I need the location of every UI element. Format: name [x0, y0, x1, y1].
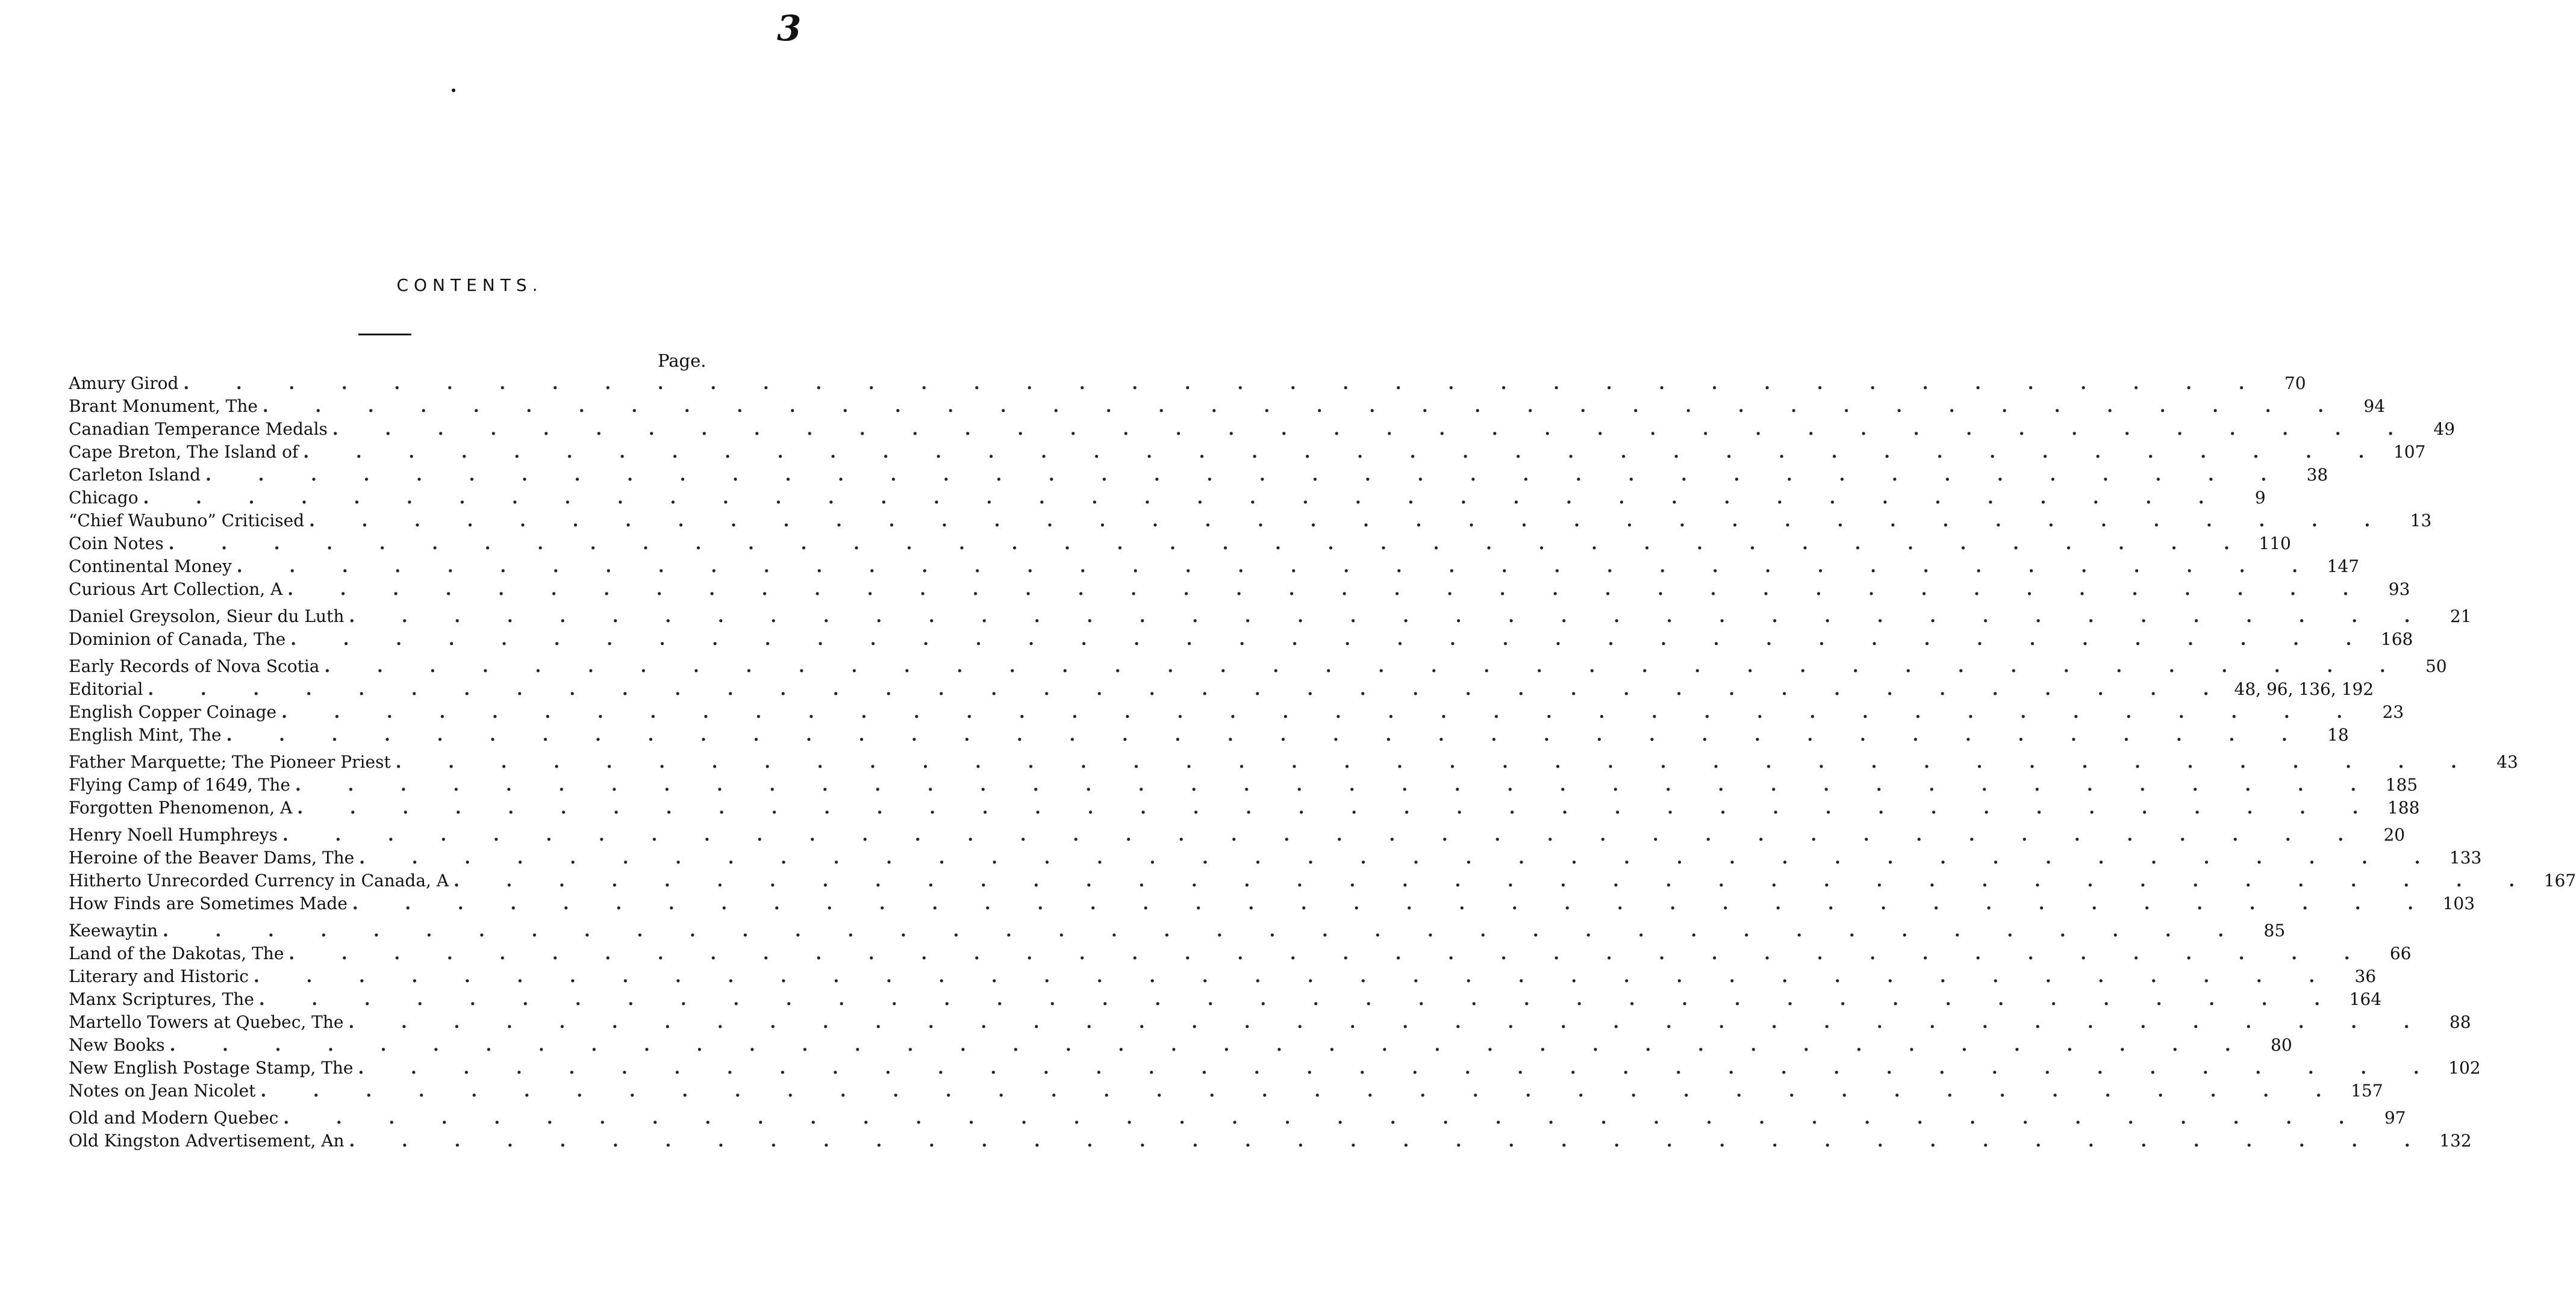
dot-leader: . . . . . . . . . . . . . . . . . . . . . . . . . . . . . . . . . . . . . . . . [282, 825, 2365, 845]
toc-entry [69, 464, 2328, 487]
page-column-label: Page. [658, 350, 706, 371]
dot-leader: . . . . . . . . . . . . . . . . . . . . . . . . . . . . . . . . . . . . . . . . [148, 679, 2230, 699]
toc-entry-title: Coin Notes [69, 533, 164, 553]
dot-leader: . . . . . . . . . . . . . . . . . . . . . . . . . . . . . . . . . . . . . . . . [349, 1131, 2431, 1151]
dot-leader: . . . . . . . . . . . . . . . . . . . . . . . . . . . . . . . . . . . . . . . . [281, 702, 2363, 722]
toc-entry-title: English Mint, The [69, 725, 222, 745]
toc-entry-page: 85 [2263, 921, 2286, 941]
toc-entry-title: Manx Scriptures, The [69, 989, 254, 1009]
toc-entry-title: Editorial [69, 679, 143, 699]
toc-entry [69, 942, 2412, 965]
toc-entry-page: 167 [2543, 871, 2576, 891]
dot-leader: . . . . . . . . . . . . . . . . . . . . . . . . . . . . . . . . . . . . . . . . [168, 533, 2250, 553]
toc-entry-title: Curious Art Collection, A [69, 579, 283, 599]
toc-entry-page: 103 [2442, 894, 2475, 913]
toc-entry-page: 147 [2327, 556, 2360, 576]
toc-entry-title: Daniel Greysolon, Sieur du Luth [69, 606, 345, 626]
toc-entry [69, 655, 2447, 678]
toc-entry [69, 578, 2410, 601]
toc-entry-page: 49 [2433, 419, 2456, 439]
toc-entry-title: Henry Noell Humphreys [69, 825, 278, 845]
toc-entry [69, 487, 2266, 509]
toc-entry-page: 48, 96, 136, 192 [2234, 679, 2374, 699]
toc-entry-title: New Books [69, 1035, 165, 1055]
dot-leader: . . . . . . . . . . . . . . . . . . . . . . . . . . . . . . . . . . . . . . . . [262, 396, 2345, 416]
page-number: 3 [777, 8, 802, 49]
toc-entry-title: Dominion of Canada, The [69, 629, 286, 649]
dot-leader: . . . . . . . . . . . . . . . . . . . . . . . . . . . . . . . . . . . . . . . . [324, 656, 2406, 676]
toc-entry-page: 97 [2384, 1108, 2406, 1128]
toc-entry-title: Chicago [69, 488, 139, 508]
dot-leader: . . . . . . . . . . . . . . . . . . . . . . . . . . . . . . . . . . . . . . . . [349, 606, 2431, 626]
dot-leader: . . . . . . . . . . . . . . . . . . . . . . . . . . . . . . . . . . . . . . . . [143, 488, 2225, 508]
dot-leader: . . . . . . . . . . . . . . . . . . . . . . . . . . . . . . . . . . . . . . . . [169, 1035, 2251, 1055]
toc-entry-page: 66 [2389, 944, 2412, 963]
toc-entry-page: 133 [2449, 848, 2482, 868]
toc-entry-title: Continental Money [69, 556, 232, 576]
toc-entry-page: 157 [2351, 1081, 2383, 1101]
toc-entry-page: 36 [2354, 966, 2377, 986]
toc-entry [69, 1057, 2481, 1080]
toc-entry-page: 164 [2349, 989, 2382, 1009]
toc-entry [69, 751, 2518, 774]
contents-list [69, 372, 2576, 1152]
toc-entry-page: 50 [2425, 656, 2447, 676]
dot-leader: . . . . . . . . . . . . . . . . . . . . . . . . . . . . . . . . . . . . . . . . [226, 725, 2308, 745]
toc-entry [69, 724, 2349, 747]
dot-leader: . . . . . . . . . . . . . . . . . . . . . . . . . . . . . . . . . . . . . . . . [303, 442, 2385, 462]
toc-entry-title: English Copper Coinage [69, 702, 277, 722]
toc-entry-title: Amury Girod [69, 373, 179, 393]
toc-entry-page: 21 [2450, 606, 2472, 626]
toc-entry-page: 102 [2448, 1058, 2481, 1078]
dot-leader: . . . . . . . . . . . . . . . . . . . . . . . . . . . . . . . . . . . . . . . . [236, 556, 2319, 576]
toc-entry-title: Cape Breton, The Island of [69, 442, 299, 462]
toc-entry [69, 988, 2382, 1011]
toc-entry-page: 168 [2380, 629, 2413, 649]
toc-entry-page: 93 [2388, 579, 2410, 599]
toc-entry-page: 9 [2254, 488, 2266, 508]
dot-leader: . . . . . . . . . . . . . . . . . . . . . . . . . . . . . . . . . . . . . . . . [352, 894, 2434, 913]
toc-entry-page: 88 [2449, 1012, 2471, 1032]
toc-entry [69, 701, 2404, 724]
toc-entry [69, 824, 2406, 847]
toc-entry-title: Early Records of Nova Scotia [69, 656, 320, 676]
toc-entry [69, 1080, 2383, 1102]
ink-speck [452, 89, 455, 92]
toc-entry [69, 441, 2426, 464]
toc-entry [69, 869, 2576, 892]
toc-entry [69, 1034, 2292, 1057]
toc-entry [69, 509, 2432, 532]
toc-entry [69, 1011, 2471, 1034]
toc-entry-title: Notes on Jean Nicolet [69, 1081, 256, 1101]
toc-entry-title: Forgotten Phenomenon, A [69, 798, 293, 818]
toc-entry [69, 628, 2413, 651]
toc-entry [69, 555, 2360, 578]
toc-entry-page: 188 [2387, 798, 2420, 818]
dot-leader: . . . . . . . . . . . . . . . . . . . . . . . . . . . . . . . . . . . . . . . . [205, 465, 2288, 485]
toc-entry-page: 23 [2382, 702, 2404, 722]
heading-rule [358, 334, 411, 335]
toc-entry [69, 605, 2472, 628]
toc-entry [69, 372, 2306, 395]
toc-entry [69, 1130, 2472, 1152]
toc-entry-title: New English Postage Stamp, The [69, 1058, 354, 1078]
dot-leader: . . . . . . . . . . . . . . . . . . . . . . . . . . . . . . . . . . . . . . . . [260, 1081, 2342, 1101]
dot-leader: . . . . . . . . . . . . . . . . . . . . . . . . . . . . . . . . . . . . . . . . [309, 511, 2391, 530]
toc-entry [69, 919, 2286, 942]
toc-entry-page: 38 [2306, 465, 2328, 485]
toc-entry-title: Old and Modern Quebec [69, 1108, 279, 1128]
toc-entry-page: 13 [2410, 511, 2432, 530]
dot-leader: . . . . . . . . . . . . . . . . . . . . . . . . . . . . . . . . . . . . . . . . [348, 1012, 2430, 1032]
toc-entry-page: 43 [2496, 752, 2518, 772]
dot-leader: . . . . . . . . . . . . . . . . . . . . . . . . . . . . . . . . . . . . . . . . [253, 966, 2336, 986]
toc-entry-title: Land of the Dakotas, The [69, 944, 284, 963]
toc-entry [69, 847, 2482, 869]
dot-leader: . . . . . . . . . . . . . . . . . . . . . . . . . . . . . . . . . . . . . . . . [332, 419, 2415, 439]
toc-entry-page: 107 [2393, 442, 2426, 462]
dot-leader: . . . . . . . . . . . . . . . . . . . . . . . . . . . . . . . . . . . . . . . . [258, 989, 2341, 1009]
toc-entry [69, 1107, 2406, 1130]
toc-entry-page: 80 [2271, 1035, 2292, 1055]
dot-leader: . . . . . . . . . . . . . . . . . . . . . . . . . . . . . . . . . . . . . . . . [454, 871, 2536, 891]
toc-entry-page: 18 [2327, 725, 2349, 745]
toc-entry-page: 110 [2259, 533, 2291, 553]
dot-leader: . . . . . . . . . . . . . . . . . . . . . . . . . . . . . . . . . . . . . . . . [183, 373, 2265, 393]
toc-entry-title: Canadian Temperance Medals [69, 419, 328, 439]
toc-entry-page: 185 [2385, 775, 2418, 795]
toc-entry [69, 418, 2456, 441]
toc-entry-title: Martello Towers at Quebec, The [69, 1012, 344, 1032]
toc-entry [69, 892, 2475, 915]
toc-entry-title: Brant Monument, The [69, 396, 258, 416]
toc-entry-title: Hitherto Unrecorded Currency in Canada, A [69, 871, 449, 891]
dot-leader: . . . . . . . . . . . . . . . . . . . . . . . . . . . . . . . . . . . . . . . . [395, 752, 2477, 772]
toc-entry-page: 70 [2284, 373, 2306, 393]
toc-entry [69, 797, 2420, 819]
toc-entry-title: Flying Camp of 1649, The [69, 775, 290, 795]
toc-entry [69, 395, 2386, 418]
toc-entry-page: 132 [2439, 1131, 2472, 1151]
toc-entry-title: “Chief Waubuno” Criticised [69, 511, 305, 530]
dot-leader: . . . . . . . . . . . . . . . . . . . . . . . . . . . . . . . . . . . . . . . . [358, 1058, 2440, 1078]
toc-entry-page: 20 [2383, 825, 2406, 845]
toc-entry-title: Keewaytin [69, 921, 158, 941]
toc-entry-title: Carleton Island [69, 465, 201, 485]
toc-entry [69, 532, 2291, 555]
toc-entry-title: Old Kingston Advertisement, An [69, 1131, 345, 1151]
toc-entry-page: 94 [2363, 396, 2386, 416]
dot-leader: . . . . . . . . . . . . . . . . . . . . . . . . . . . . . . . . . . . . . . . . [283, 1108, 2365, 1128]
dot-leader: . . . . . . . . . . . . . . . . . . . . . . . . . . . . . . . . . . . . . . . . [290, 629, 2372, 649]
toc-entry [69, 774, 2418, 797]
dot-leader: . . . . . . . . . . . . . . . . . . . . . . . . . . . . . . . . . . . . . . . . [295, 775, 2377, 795]
toc-entry-title: Heroine of the Beaver Dams, The [69, 848, 355, 868]
toc-entry-title: How Finds are Sometimes Made [69, 894, 348, 913]
toc-entry-title: Literary and Historic [69, 966, 249, 986]
toc-entry [69, 965, 2377, 988]
contents-heading: CONTENTS. [396, 275, 543, 295]
toc-entry [69, 678, 2374, 701]
toc-entry-title: Father Marquette; The Pioneer Priest [69, 752, 391, 772]
dot-leader: . . . . . . . . . . . . . . . . . . . . . . . . . . . . . . . . . . . . . . . . [163, 921, 2245, 941]
dot-leader: . . . . . . . . . . . . . . . . . . . . . . . . . . . . . . . . . . . . . . . . [297, 798, 2379, 818]
dot-leader: . . . . . . . . . . . . . . . . . . . . . . . . . . . . . . . . . . . . . . . . [287, 579, 2369, 599]
dot-leader: . . . . . . . . . . . . . . . . . . . . . . . . . . . . . . . . . . . . . . . . [288, 944, 2371, 963]
dot-leader: . . . . . . . . . . . . . . . . . . . . . . . . . . . . . . . . . . . . . . . . [359, 848, 2441, 868]
